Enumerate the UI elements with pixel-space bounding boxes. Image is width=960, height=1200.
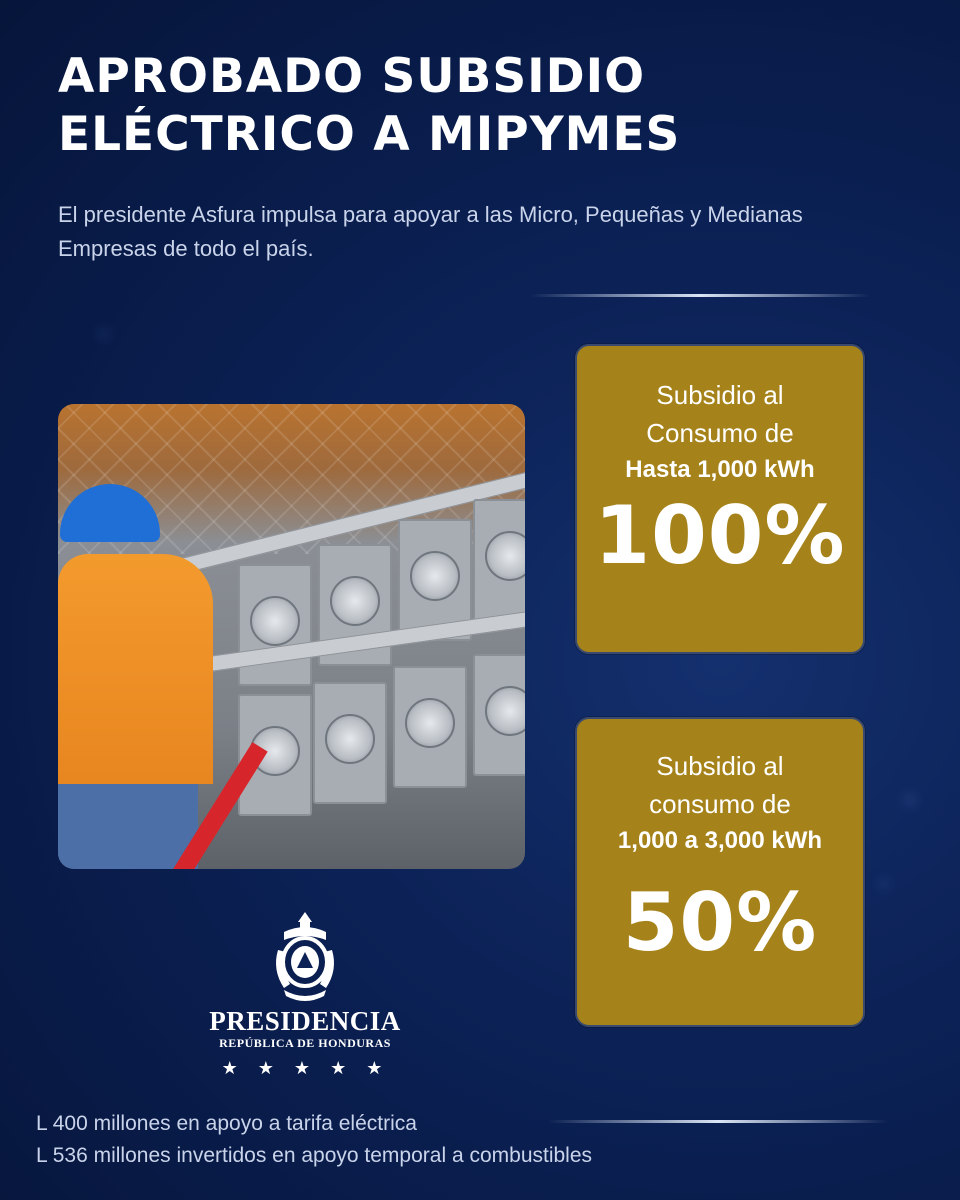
card-line: Subsidio al [656,751,784,781]
photo-worker-jacket [58,554,213,784]
worker-electric-meters-photo [58,404,525,869]
logo-stars: ★★★★★ [221,1058,403,1078]
photo-meter [473,654,525,776]
title-line-2: ELÉCTRICO A MIPYMES [58,107,681,162]
logo-title: PRESIDENCIA [209,1006,401,1036]
divider-line [548,1120,888,1123]
page-title [58,48,680,164]
card-percent: 100% [594,489,846,582]
photo-meter [238,564,312,686]
background-sparkle [100,330,108,338]
coat-of-arms-icon [270,910,340,1002]
photo-meter [313,682,387,804]
photo-meter [393,666,467,788]
subsidy-card-50 [575,717,865,1027]
footer-notes [36,1108,592,1172]
card-range: Hasta 1,000 kWh [625,456,815,483]
subtitle: El presidente Asfura impulsa para apoyar a las Micro, Pequeñas y Medianas Empresas de todo el país. [58,202,803,261]
logo-subtitle: REPÚBLICA DE HONDURAS [219,1036,391,1050]
presidencia-logo [205,910,405,1078]
subsidy-card-100 [575,344,865,654]
divider-line [530,294,870,297]
background-sparkle [905,795,915,805]
card-range: 1,000 a 3,000 kWh [617,827,823,854]
card-line: Consumo de [646,418,794,448]
photo-meter [473,499,525,621]
title-line-1: APROBADO SUBSIDIO [58,49,646,104]
photo-worker-jeans [58,784,198,869]
card-line: consumo de [649,789,791,819]
footer-line: L 400 millones en apoyo a tarifa eléctrica [36,1112,417,1135]
card-line: Subsidio al [656,380,784,410]
footer-line: L 536 millones invertidos en apoyo temporal a combustibles [36,1144,593,1167]
background-sparkle [880,880,888,888]
card-percent: 50% [622,876,818,969]
